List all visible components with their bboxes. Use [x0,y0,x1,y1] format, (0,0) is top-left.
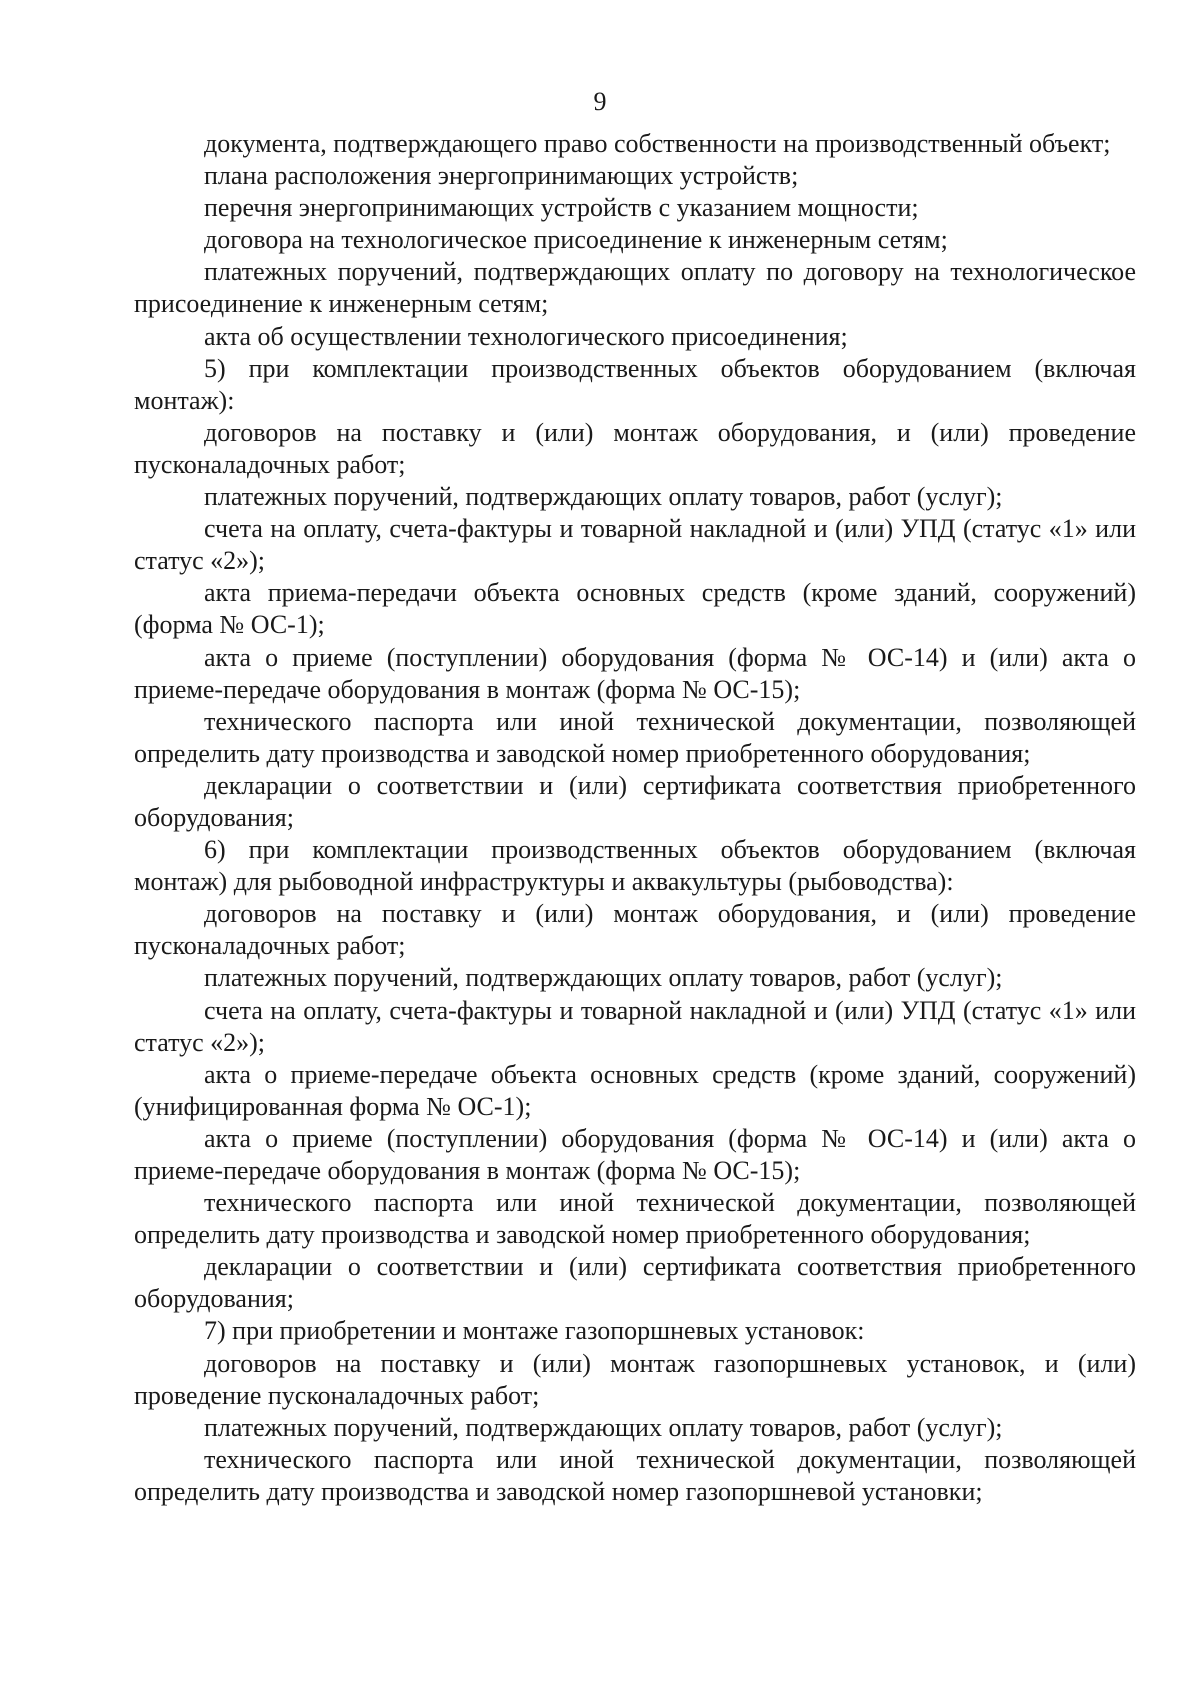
paragraph: платежных поручений, подтверждающих оплату товаров, работ (услуг); [204,482,1003,512]
paragraph: технического паспорта или иной технической документации, позволяющей определить дату производства и заводской номер приобретенного оборудования; [134,706,1136,768]
paragraph: договора на технологическое присоединение к инженерным сетям; [204,225,948,255]
paragraph: декларации о соответствии и (или) сертификата соответствия приобретенного оборудования; [134,770,1136,832]
paragraph: декларации о соответствии и (или) сертификата соответствия приобретенного оборудования; [134,1252,1136,1314]
paragraph: перечня энергопринимающих устройств с указанием мощности; [204,193,919,223]
paragraph: счета на оплату, счета-фактуры и товарной накладной и (или) УПД (статус «1» или статус «2»); [134,514,1136,576]
paragraph: договоров на поставку и (или) монтаж газопоршневых установок, и (или) проведение пусконаладочных работ; [134,1348,1136,1410]
paragraph: акта приема-передачи объекта основных средств (кроме зданий, сооружений) (форма № ОС-1); [134,578,1136,640]
document-body [134,128,1136,1508]
paragraph: технического паспорта или иной технической документации, позволяющей определить дату производства и заводской номер газопоршневой установки; [134,1444,1136,1506]
section-heading-5: 5) при комплектации производственных объектов оборудованием (включая монтаж): [134,353,1136,415]
paragraph: акта о приеме (поступлении) оборудования (форма № ОС-14) и (или) акта о приеме-передаче оборудования в монтаж (форма № ОС-15); [134,1123,1136,1185]
paragraph: договоров на поставку и (или) монтаж оборудования, и (или) проведение пусконаладочных работ; [134,899,1136,961]
paragraph: технического паспорта или иной технической документации, позволяющей определить дату производства и заводской номер приобретенного оборудования; [134,1188,1136,1250]
section-heading-7: 7) при приобретении и монтаже газопоршневых установок: [204,1316,865,1346]
paragraph: документа, подтверждающего право собственности на производственный объект; [204,129,1111,158]
section-heading-6: 6) при комплектации производственных объектов оборудованием (включая монтаж) для рыбоводной инфраструктуры и аквакультуры (рыбоводства): [134,835,1136,897]
paragraph: платежных поручений, подтверждающих оплату по договору на технологическое присоединение к инженерным сетям; [134,257,1136,319]
paragraph: договоров на поставку и (или) монтаж оборудования, и (или) проведение пусконаладочных работ; [134,417,1136,479]
page-number: 9 [593,87,607,116]
paragraph: платежных поручений, подтверждающих оплату товаров, работ (услуг); [204,1412,1003,1442]
paragraph: плана расположения энергопринимающих устройств; [204,161,799,191]
paragraph: акта о приеме-передаче объекта основных средств (кроме зданий, сооружений) (унифицированная форма № ОС-1); [134,1059,1136,1121]
paragraph: акта об осуществлении технологического присоединения; [204,321,848,351]
paragraph: счета на оплату, счета-фактуры и товарной накладной и (или) УПД (статус «1» или статус «2»); [134,995,1136,1057]
paragraph: акта о приеме (поступлении) оборудования (форма № ОС-14) и (или) акта о приеме-передаче оборудования в монтаж (форма № ОС-15); [134,642,1136,704]
paragraph: платежных поручений, подтверждающих оплату товаров, работ (услуг); [204,963,1003,993]
